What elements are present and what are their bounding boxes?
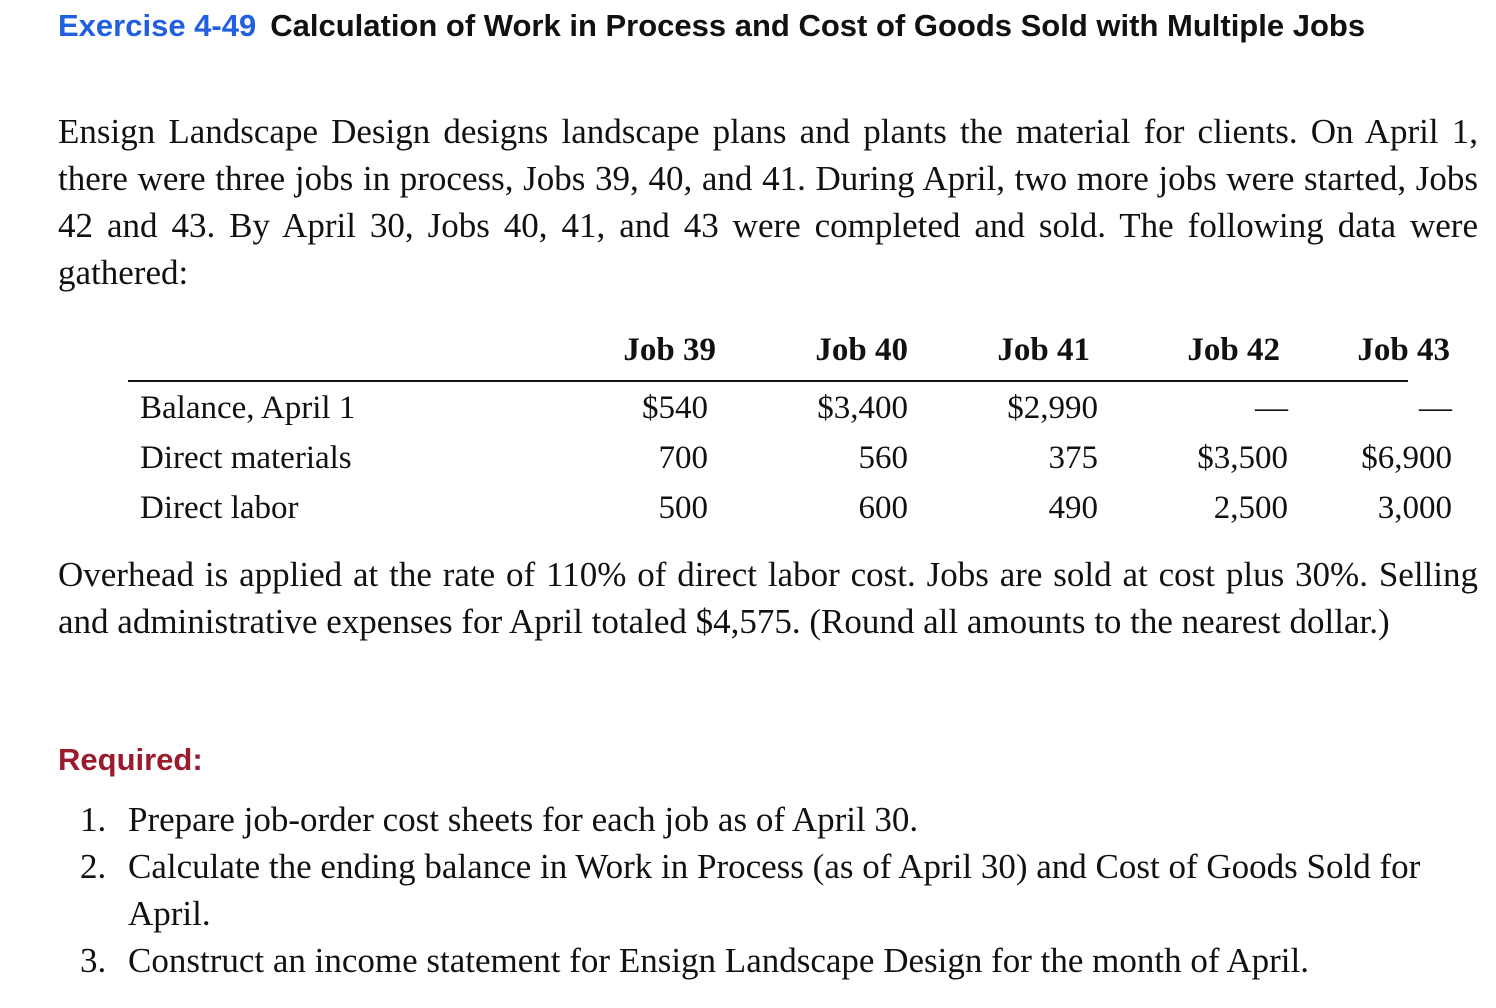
table-cell: 560 — [858, 440, 908, 476]
column-header: Job 39 — [623, 332, 716, 368]
table-cell: — — [1255, 390, 1288, 426]
row-label: Direct materials — [140, 440, 352, 476]
table-cell: 2,500 — [1213, 490, 1288, 526]
table-cell: 3,000 — [1377, 490, 1452, 526]
table-cell: 500 — [658, 490, 708, 526]
table-row — [128, 482, 1452, 532]
overhead-paragraph: Overhead is applied at the rate of 110% of direct labor cost. Jobs are sold at cost plus 30%. Selling and administrative expenses for April totaled $4,575. (Round all amounts to the nearest dollar.) — [58, 555, 1478, 641]
item-number: 3. — [80, 941, 107, 980]
table-cell: 700 — [658, 440, 708, 476]
table-cell: $6,900 — [1361, 440, 1452, 476]
job-data-table — [128, 328, 1452, 532]
table-header-row — [128, 328, 1450, 382]
required-heading: Required: — [58, 742, 203, 777]
table-cell: 375 — [1048, 440, 1098, 476]
table-row — [128, 432, 1452, 482]
row-label: Balance, April 1 — [140, 390, 356, 426]
list-item — [58, 796, 1478, 843]
column-header: Job 41 — [997, 332, 1090, 368]
table-cell: $540 — [642, 390, 708, 426]
exercise-number: Exercise 4-49 — [58, 8, 257, 43]
column-header: Job 43 — [1357, 332, 1450, 368]
exercise-heading: Calculation of Work in Process and Cost of Goods Sold with Multiple Jobs — [270, 8, 1366, 43]
table-row — [128, 382, 1452, 432]
table-cell: $2,990 — [1007, 390, 1098, 426]
list-item — [58, 937, 1478, 984]
item-text: Prepare job-order cost sheets for each job as of April 30. — [128, 800, 919, 839]
table-cell: $3,500 — [1197, 440, 1288, 476]
table-cell: $3,400 — [817, 390, 908, 426]
item-number: 2. — [80, 847, 107, 886]
table-cell: 600 — [858, 490, 908, 526]
table-cell: — — [1419, 390, 1452, 426]
table-cell: 490 — [1048, 490, 1098, 526]
list-item — [58, 843, 1478, 937]
item-number: 1. — [80, 800, 107, 839]
item-text: Construct an income statement for Ensign Landscape Design for the month of April. — [128, 941, 1309, 980]
row-label: Direct labor — [140, 490, 299, 526]
exercise-title — [58, 2, 1458, 49]
column-header: Job 42 — [1187, 332, 1280, 368]
intro-paragraph: Ensign Landscape Design designs landscape plans and plants the material for clients. On April 1, there were three jobs in process, Jobs 39, 40, and 41. During April, two more jobs were started, Jobs 42 and 43. By April 30, Jobs 40, 41, and 43 were completed and sold. The following data were gathered: — [58, 112, 1478, 292]
column-header: Job 40 — [815, 332, 908, 368]
required-list — [58, 796, 1478, 984]
item-text: Calculate the ending balance in Work in Process (as of April 30) and Cost of Goods Sold for April. — [128, 847, 1421, 933]
